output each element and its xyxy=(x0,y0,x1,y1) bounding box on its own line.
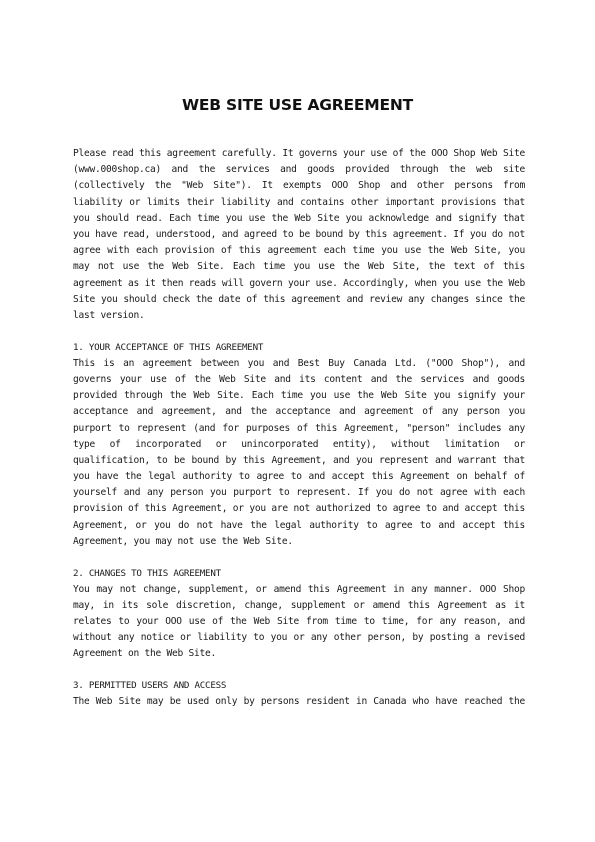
intro-paragraph xyxy=(73,146,525,324)
paragraph-line: Please read this agreement carefully. It governs your use of the OOO Shop Web Site xyxy=(73,148,525,159)
paragraph-line: acceptance and agreement, and the acceptance and agreement of any person you xyxy=(73,406,525,418)
paragraph-line: last version. xyxy=(73,309,145,321)
paragraph-line: (collectively the "Web Site"). It exempts OOO Shop and other persons from xyxy=(73,180,525,192)
paragraph-line: liability or limits their liability and contains other important provisions that xyxy=(73,196,525,208)
document-body xyxy=(73,146,525,711)
section-changes xyxy=(73,566,525,663)
paragraph-spacer xyxy=(73,663,525,679)
paragraph-line: You may not change, supplement, or amend this Agreement in any manner. OOO Shop xyxy=(73,583,525,595)
section-heading: 2. CHANGES TO THIS AGREEMENT xyxy=(73,567,221,579)
section-heading: 3. PERMITTED USERS AND ACCESS xyxy=(73,680,227,692)
paragraph-line: Agreement on the Web Site. xyxy=(73,648,216,660)
paragraph-line: The Web Site may be used only by persons resident in Canada who have reached the xyxy=(73,696,525,708)
paragraph-line: (www.000shop.ca) and the services and goods provided through the web site xyxy=(73,164,525,176)
paragraph-line: agreement as it then reads will govern your use. Accordingly, when you use the Web xyxy=(73,277,525,289)
paragraph-line: relates to your OOO use of the Web Site from time to time, for any reason, and xyxy=(73,616,525,628)
paragraph-line: provided through the Web Site. Each time you use the Web Site you signify your xyxy=(73,390,525,402)
paragraph-line: may, in its sole discretion, change, supplement or amend this Agreement as it xyxy=(73,599,525,611)
section-heading: 1. YOUR ACCEPTANCE OF THIS AGREEMENT xyxy=(73,341,264,353)
paragraph-line: provision of this Agreement, or you are not authorized to agree to and accept this xyxy=(73,503,525,515)
paragraph-line: Agreement, you may not use the Web Site. xyxy=(73,535,293,547)
paragraph-line: Agreement, or you do not have the legal authority to agree to and accept this xyxy=(73,519,525,531)
paragraph-line: you have read, understood, and agreed to be bound by this agreement. If you do not xyxy=(73,228,525,240)
paragraph-line: you have the legal authority to agree to and accept this Agreement on behalf of xyxy=(73,471,525,483)
document-title: WEB SITE USE AGREEMENT xyxy=(181,96,414,114)
section-permitted-users xyxy=(73,678,525,710)
paragraph-line: qualification, to be bound by this Agreement, and you represent and warrant that xyxy=(73,454,525,466)
paragraph-spacer xyxy=(73,550,525,566)
paragraph-line: agree with each provision of this agreement each time you use the Web Site, you xyxy=(73,245,525,257)
paragraph-line: you should read. Each time you use the Web Site you acknowledge and signify that xyxy=(73,212,525,224)
paragraph-spacer xyxy=(73,324,525,340)
section-acceptance xyxy=(73,340,525,550)
paragraph-line: may not use the Web Site. Each time you use the Web Site, the text of this xyxy=(73,261,525,273)
paragraph-line: governs your use of the Web Site and its content and the services and goods xyxy=(73,373,525,385)
paragraph-line: purport to represent (and for purposes of this Agreement, "person" includes any xyxy=(73,422,525,434)
paragraph-line: This is an agreement between you and Best Buy Canada Ltd. ("OOO Shop"), and xyxy=(73,357,525,369)
paragraph-line: Site you should check the date of this agreement and review any changes since the xyxy=(73,293,525,305)
paragraph-line: without any notice or liability to you or any other person, by posting a revised xyxy=(73,632,525,644)
paragraph-line: yourself and any person you purport to represent. If you do not agree with each xyxy=(73,487,525,499)
paragraph-line: type of incorporated or unincorporated entity), without limitation or xyxy=(73,438,525,450)
